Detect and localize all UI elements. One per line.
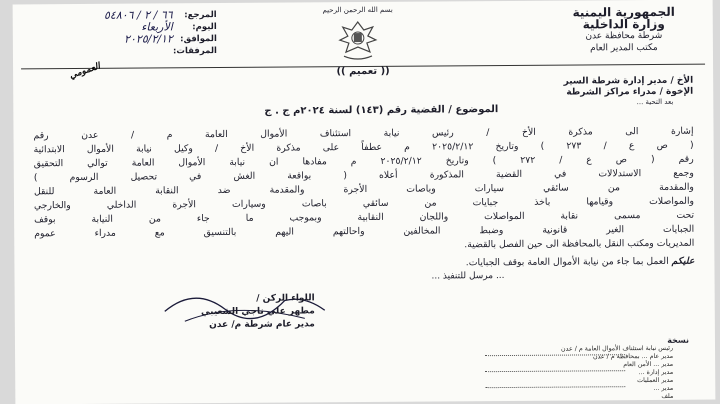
signature-block [155,292,315,332]
document-page [13,0,716,404]
closing-rest: العمل بما جاء من نيابة الأموال العامة بوقف الجبايات. [465,255,669,269]
execution-note: ... مرسل للتنفيذ ... [431,271,505,282]
basmala: بسم الله الرحمن الرحيم [322,5,393,15]
ref-label: المرجع: [184,10,217,21]
body-line: إشارة الى مذكرة الأخ / رئيس نيابة استئناف الأموال العامة م / عدن رقم [33,125,694,142]
cc-item: مدير العمليات [637,376,674,385]
signatory-rank: اللواء الركن / [256,293,315,304]
country-name: الجمهورية اليمنية [572,4,675,20]
signatory-name: مطهر علي ناجي الشعيبي [201,306,315,318]
ministry-header [549,6,699,55]
handwritten-stamp [57,58,118,98]
ref-value: ٦٦ / ٢ / ٥٤٨٠٦ [103,8,173,22]
police-name: شرطة محافظة عدن [585,30,663,42]
greeting-line: بعد التحية ... [636,97,674,107]
day-value: الأربعاء [141,20,173,34]
body-line: الجبايات الغير قانونية وضبط المخالفين واحالتهم اليهم بالتنسيق مع مدراء عموم [34,223,695,240]
cc-label: نسخة [667,335,690,345]
attachments-label: المرفقات: [172,46,217,57]
closing-bold: عليكم [671,255,695,267]
document-title: (( تعميم )) [336,65,390,78]
cc-item: مدير إدارة ... [638,368,674,377]
body-line: والمواصلات وقيامها باخذ جبايات من سائقي باصات وسيارات الأجرة الداخلي والخارجي [33,195,695,212]
body-line: المديريات ومكتب النقل بالمحافظة الى حين الفصل بالقضية. [464,237,695,251]
body-line: والمقدمة من سائقي سيارات وباصات الأجرة والمقدمة ضد النقابة العامة للنقل [33,181,694,198]
cc-item: مدير ... الأمن العام [623,360,674,369]
recipient-line: الإخوة / مدراء مراكز الشرطة [566,86,694,98]
office-name: مكتب المدير العام [590,42,658,54]
body-line: رقم ( ص ع / ٢٧٢ ) وتاريخ ٢٠٢٥/٢/١٢ م مفادها ان نيابة الأموال العامة توالي التحقيق [33,153,694,170]
cc-item: مدير عام ... بمحافظة م / عدن [592,352,674,361]
reference-block [27,9,217,58]
day-label: اليوم: [192,22,217,33]
cc-dotted-line [485,386,625,388]
stamp-text: العمومي [68,61,102,82]
body-line: ( ص ع / ٢٧٣ ) وتاريخ ٢٠٢٥/٢/١٢ م عطفاً على مذكرة الأخ / وكيل نيابة الأموال الابتدائية [33,139,694,156]
date-label: الموافق: [180,34,217,45]
cc-item: ملف [661,392,674,400]
national-emblem-icon [335,18,381,62]
signatory-title: مدير عام شرطة م/ عدن [209,319,315,331]
recipient-line: الأخ / مدير إدارة شرطة السير [563,75,694,87]
body-line: تحت مسمى نقابة المواصلات واللجان النقابية وبموجب ما جاء من النيابة بوقف [34,209,695,226]
ministry-name: وزارة الداخلية [582,16,665,32]
date-value: ٢٠٢٥/٢/١٢ [124,32,173,46]
cc-item: رئيس نيابة استئناف الأموال العامة م / عدن [561,344,674,353]
cc-dotted-line [485,370,625,372]
subject-line: الموضوع / القضية رقم (١٤٣) لسنة ٢٠٢٤م ج . ج [264,104,499,117]
body-line: وجمع الاستدلالات في القضية المذكورة أعلاه ( بواقعة الغش في تحصيل الرسوم ) [33,167,694,184]
cc-item: مدير ... [653,384,674,392]
closing-line [466,256,695,269]
